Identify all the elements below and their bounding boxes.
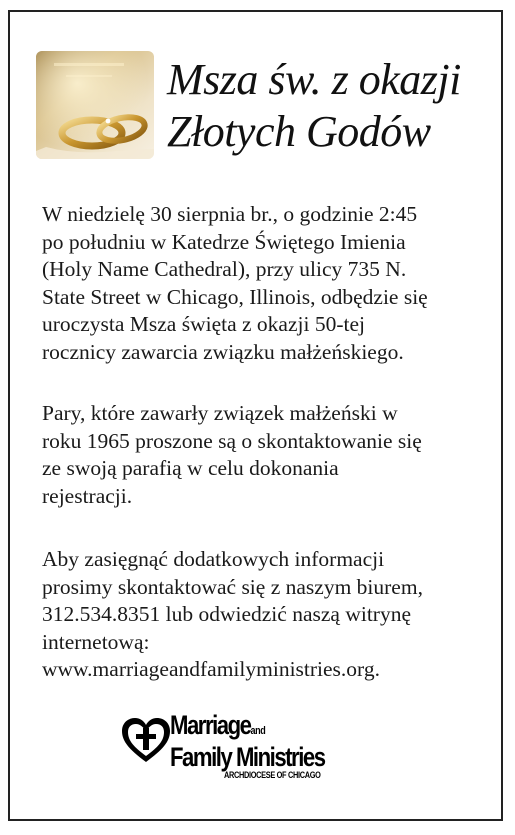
event-details-paragraph [42,201,492,366]
rings-photo [36,51,154,159]
logo-line-3: ARCHDIOCESE OF CHICAGO [224,770,321,780]
registration-paragraph [42,400,492,510]
text-line: Pary, które zawarły związek małżeński w [42,401,398,425]
text-line: uroczysta Msza święta z okazji 50-tej [42,312,365,336]
logo-and-text: and [250,725,266,737]
logo-line-2: Family Ministries [170,742,325,772]
text-line: (Holy Name Cathedral), przy ulicy 735 N. [42,257,407,281]
text-line: rocznicy zawarcia związku małżeńskiego. [42,339,404,364]
text-line: internetową: [42,629,150,654]
title-line-1: Msza św. z okazji [167,55,461,104]
logo-marriage-text: Marriage [170,710,251,740]
logo-wordmark [170,712,358,781]
website-link[interactable]: www.marriageandfamilyministries.org. [42,657,380,681]
text-line: 312.534.8351 lub odwiedzić naszą witrynę [42,602,411,626]
logo-line-1 [170,712,325,745]
text-line: ze swoją parafią w celu dokonania [42,456,339,480]
wedding-rings-image [36,51,154,159]
text-line: Aby zasięgnąć dodatkowych informacji [42,547,385,571]
title-line-2: Złotych Godów [167,107,431,156]
heart-cross-icon [120,716,172,766]
ministry-logo [120,712,380,782]
text-line: W niedzielę 30 sierpnia br., o godzinie 2:45 [42,202,418,226]
page-title [167,54,503,158]
contact-paragraph [42,546,492,684]
text-line: prosimy skontaktować się z naszym biurem, [42,574,423,599]
text-line: State Street w Chicago, Illinois, odbędzie się [42,284,428,309]
text-line: po południu w Katedrze Świętego Imienia [42,229,406,254]
text-line: roku 1965 proszone są o skontaktowanie się [42,428,422,453]
text-line: rejestracji. [42,483,133,508]
